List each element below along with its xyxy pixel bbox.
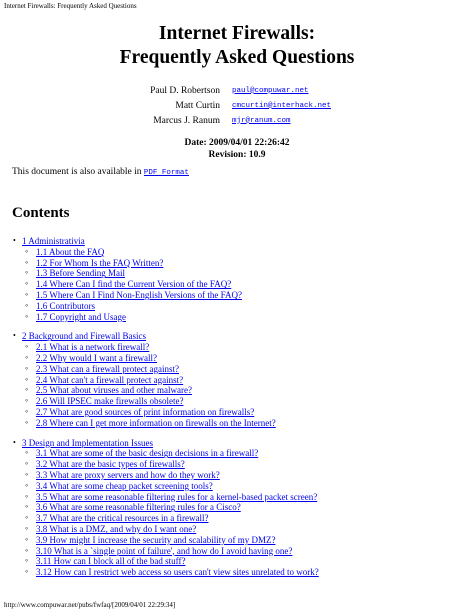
toc-item-link[interactable]: 2.8 Where can I get more information on firewalls on the Internet? <box>36 417 276 428</box>
date-line: Date: 2009/04/01 22:26:42 <box>184 138 290 148</box>
author-row <box>140 83 440 98</box>
toc-item-link[interactable]: 3.9 How might I increase the security and scalability of my DMZ? <box>36 534 276 545</box>
circle-bullet-icon: ◦ <box>25 533 29 544</box>
title-line-1: Internet Firewalls: <box>158 23 316 44</box>
circle-bullet-icon: ◦ <box>25 299 29 310</box>
author-row <box>140 113 440 128</box>
author-name: Marcus J. Ranum <box>153 115 220 126</box>
toc-item-link[interactable]: 2.1 What is a network firewall? <box>36 342 150 353</box>
toc-item <box>22 535 462 546</box>
toc-item <box>22 342 462 353</box>
toc-item-link[interactable]: 3.6 What are some reasonable filtering rules for a Cisco? <box>36 502 241 513</box>
toc-item-link[interactable]: 2.7 What are good sources of print information on firewalls? <box>36 406 255 417</box>
toc-item <box>22 556 462 567</box>
toc-item-link[interactable]: 3.7 What are the critical resources in a firewall? <box>36 513 209 524</box>
author-email-link[interactable]: paul@compuwar.net <box>232 86 309 95</box>
circle-bullet-icon: ◦ <box>25 416 29 427</box>
circle-bullet-icon: ◦ <box>25 362 29 373</box>
circle-bullet-icon: ◦ <box>25 278 29 289</box>
toc-item <box>22 481 462 492</box>
bullet-icon: • <box>13 236 16 245</box>
toc-item-link[interactable]: 3.2 What are the basic types of firewalls? <box>36 459 185 470</box>
toc-item-link[interactable]: 2.2 Why would I want a firewall? <box>36 352 158 363</box>
toc-item <box>22 418 462 429</box>
toc-item-link[interactable]: 1.2 For Whom Is the FAQ Written? <box>36 257 164 268</box>
toc-item-link[interactable]: 1.1 About the FAQ <box>36 246 105 257</box>
toc-item <box>22 312 462 323</box>
circle-bullet-icon: ◦ <box>25 501 29 512</box>
toc-item-link[interactable]: 3.12 How can I restrict web access so users can't view sites unrelated to work? <box>36 567 319 578</box>
circle-bullet-icon: ◦ <box>25 245 29 256</box>
circle-bullet-icon: ◦ <box>25 566 29 577</box>
toc-section-link[interactable]: 3 Design and Implementation Issues <box>22 437 153 448</box>
toc-item <box>22 513 462 524</box>
toc-item <box>22 502 462 513</box>
toc-item <box>22 385 462 396</box>
toc-item-link[interactable]: 3.8 What is a DMZ, and why do I want one? <box>36 523 197 534</box>
author-email-link[interactable]: cmcurtin@interhack.net <box>232 101 332 110</box>
circle-bullet-icon: ◦ <box>25 522 29 533</box>
circle-bullet-icon: ◦ <box>25 395 29 406</box>
toc-item <box>22 407 462 418</box>
toc-item-link[interactable]: 2.6 Will IPSEC make firewalls obsolete? <box>36 396 184 407</box>
toc-item <box>22 470 462 481</box>
toc-item <box>22 279 462 290</box>
circle-bullet-icon: ◦ <box>25 479 29 490</box>
circle-bullet-icon: ◦ <box>25 384 29 395</box>
bullet-icon: • <box>13 331 16 341</box>
toc-item-link[interactable]: 1.3 Before Sending Mail <box>36 268 125 279</box>
toc-item <box>22 290 462 301</box>
circle-bullet-icon: ◦ <box>25 555 29 566</box>
toc-item <box>22 492 462 503</box>
toc-item <box>22 301 462 312</box>
toc-item <box>22 268 462 279</box>
circle-bullet-icon: ◦ <box>25 544 29 555</box>
author-row <box>140 98 440 113</box>
print-page-footer: http://www.compuwar.net/pubs/fwfaq/[2009/04/01 22:29:34] <box>4 601 176 609</box>
toc-item <box>22 448 462 459</box>
toc-item-link[interactable]: 1.6 Contributors <box>36 300 96 311</box>
toc-item <box>22 364 462 375</box>
circle-bullet-icon: ◦ <box>25 512 29 523</box>
author-name: Paul D. Robertson <box>150 85 220 96</box>
circle-bullet-icon: ◦ <box>25 373 29 384</box>
toc-section <box>13 437 462 578</box>
circle-bullet-icon: ◦ <box>25 256 29 267</box>
author-name: Matt Curtin <box>175 100 220 111</box>
toc-item-link[interactable]: 1.7 Copyright and Usage <box>36 311 126 322</box>
toc-section <box>13 236 462 322</box>
author-email-link[interactable]: mjr@ranum.com <box>232 116 291 125</box>
toc-item <box>22 396 462 407</box>
toc-item-link[interactable]: 1.5 Where Can I Find Non-English Versions of the FAQ? <box>36 289 242 300</box>
circle-bullet-icon: ◦ <box>25 310 29 321</box>
pdf-format-link[interactable]: PDF Format <box>143 169 189 177</box>
circle-bullet-icon: ◦ <box>25 447 29 458</box>
toc-section-link[interactable]: 2 Background and Firewall Basics <box>22 331 146 342</box>
toc-item <box>22 375 462 386</box>
toc-section <box>13 331 462 428</box>
toc-item-link[interactable]: 2.5 What about viruses and other malware? <box>36 385 193 396</box>
toc-item-link[interactable]: 3.1 What are some of the basic design decisions in a firewall? <box>36 448 259 459</box>
toc-item-link[interactable]: 2.4 What can't a firewall protect against? <box>36 374 184 385</box>
circle-bullet-icon: ◦ <box>25 405 29 416</box>
toc-item-link[interactable]: 1.4 Where Can I find the Current Version of the FAQ? <box>36 279 232 290</box>
toc-item <box>22 567 462 578</box>
print-page-header: Internet Firewalls: Frequently Asked Questions <box>4 2 137 10</box>
toc-item-link[interactable]: 3.11 How can I block all of the bad stuff? <box>36 556 186 567</box>
table-of-contents <box>13 236 462 587</box>
toc-item-link[interactable]: 3.10 What is a `single point of failure', and how do I avoid having one? <box>36 545 293 556</box>
toc-section-link[interactable]: 1 Administrativia <box>22 236 85 246</box>
toc-item-link[interactable]: 3.4 What are some cheap packet screening tools? <box>36 480 213 491</box>
toc-item <box>22 546 462 557</box>
revision-line: Revision: 10.9 <box>208 150 266 160</box>
availability-text: This document is also available in <box>12 167 142 177</box>
circle-bullet-icon: ◦ <box>25 490 29 501</box>
circle-bullet-icon: ◦ <box>25 267 29 278</box>
title-line-2: Frequently Asked Questions <box>119 47 355 68</box>
toc-item-link[interactable]: 2.3 What can a firewall protect against? <box>36 363 180 374</box>
circle-bullet-icon: ◦ <box>25 468 29 479</box>
circle-bullet-icon: ◦ <box>25 458 29 469</box>
toc-item <box>22 524 462 535</box>
toc-item <box>22 459 462 470</box>
toc-item-link[interactable]: 3.5 What are some reasonable filtering rules for a kernel-based packet screen? <box>36 491 318 502</box>
toc-item <box>22 353 462 364</box>
document-title <box>0 22 474 70</box>
circle-bullet-icon: ◦ <box>25 341 29 352</box>
circle-bullet-icon: ◦ <box>25 288 29 299</box>
availability-note <box>12 167 189 177</box>
contents-heading: Contents <box>12 205 70 221</box>
bullet-icon: • <box>13 437 16 447</box>
document-meta <box>0 137 474 161</box>
toc-item <box>22 247 462 258</box>
toc-item <box>22 258 462 269</box>
circle-bullet-icon: ◦ <box>25 351 29 362</box>
toc-item-link[interactable]: 3.3 What are proxy servers and how do they work? <box>36 469 220 480</box>
author-list <box>140 83 440 128</box>
